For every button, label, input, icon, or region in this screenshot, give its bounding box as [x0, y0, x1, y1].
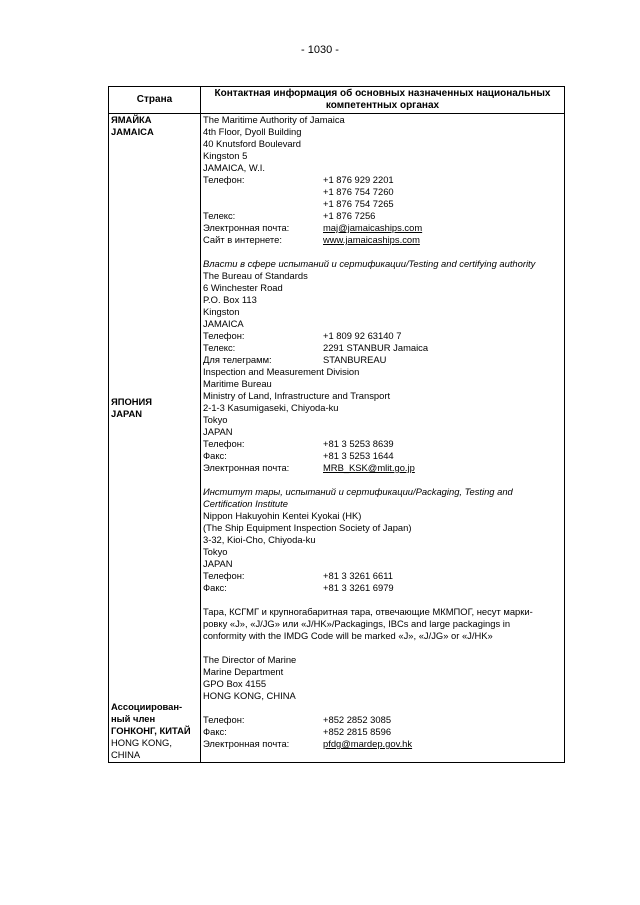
telex-row — [203, 342, 562, 354]
phone-value: +1 876 754 7260 — [323, 186, 394, 197]
telegram-value: STANBUREAU — [323, 354, 387, 365]
table-header-row — [109, 87, 565, 114]
phone-row — [203, 198, 562, 210]
fax-label: Факс: — [203, 450, 227, 461]
hongkong-contact-block — [203, 654, 562, 750]
phone-value: +1 876 754 7265 — [323, 198, 394, 209]
website-link[interactable]: www.jamaicaships.com — [323, 234, 420, 245]
country-hongkong-line: ный член — [111, 713, 156, 724]
country-hongkong-line: CHINA — [111, 749, 141, 760]
phone-value: +1 876 929 2201 — [323, 174, 394, 185]
country-japan-ru: ЯПОНИЯ — [111, 396, 153, 407]
fax-value: +81 3 5253 1644 — [323, 450, 394, 461]
email-row — [203, 462, 562, 474]
email-label: Электронная почта: — [203, 462, 290, 473]
marking-note-line: conformity with the IMDG Code will be marked «J», «J/JG» or «J/HK» — [203, 630, 493, 641]
telex-row — [203, 210, 562, 222]
address-line: Marine Department — [203, 666, 284, 677]
address-line: JAPAN — [203, 558, 233, 569]
country-jamaica-ru: ЯМАЙКА — [111, 114, 152, 125]
telegram-label: Для телеграмм: — [203, 354, 272, 365]
fax-value: +81 3 3261 6979 — [323, 582, 394, 593]
email-link[interactable]: pfdg@mardep.gov.hk — [323, 738, 413, 749]
email-link[interactable]: maj@jamaicaships.com — [323, 222, 423, 233]
marking-note-line: Тара, КСГМГ и крупногабаритная тара, отвечающие МКМПОГ, несут марки- — [203, 606, 533, 617]
address-line: 2-1-3 Kasumigaseki, Chiyoda-ku — [203, 402, 339, 413]
phone-row — [203, 174, 562, 186]
email-link[interactable]: MRB_KSK@mlit.go.jp — [323, 462, 415, 473]
web-row — [203, 234, 562, 246]
phone-label: Телефон: — [203, 714, 245, 725]
page-number: - 1030 - — [301, 44, 339, 56]
address-line: HONG KONG, CHINA — [203, 690, 296, 701]
phone-row — [203, 714, 562, 726]
phone-value: +852 2852 3085 — [323, 714, 392, 725]
address-line: Inspection and Measurement Division — [203, 366, 360, 377]
marking-note-line: ровку «J», «J/JG» или «J/HK»/Packagings, IBCs and large packagings in — [203, 618, 511, 629]
phone-value: +81 3 3261 6611 — [323, 570, 393, 581]
country-hongkong-line: ГОНКОНГ, КИТАЙ — [111, 725, 191, 736]
address-line: JAMAICA — [203, 318, 244, 329]
address-line: Tokyo — [203, 414, 228, 425]
fax-row — [203, 726, 562, 738]
address-line: The Bureau of Standards — [203, 270, 308, 281]
address-line: JAPAN — [203, 426, 233, 437]
phone-row — [203, 570, 562, 582]
fax-label: Факс: — [203, 726, 227, 737]
phone-label: Телефон: — [203, 438, 245, 449]
address-line: Kingston — [203, 306, 240, 317]
country-column — [109, 114, 201, 763]
web-label: Сайт в интернете: — [203, 234, 282, 245]
country-japan-en: JAPAN — [111, 408, 143, 419]
address-line: Ministry of Land, Infrastructure and Transport — [203, 390, 391, 401]
phone-row — [203, 330, 562, 342]
address-line: Nippon Hakuyohin Kentei Kyokai (HK) — [203, 510, 362, 521]
country-hongkong-line: Ассоциирован- — [111, 701, 183, 712]
phone-label: Телефон: — [203, 330, 245, 341]
telex-label: Телекс: — [203, 210, 236, 221]
jamaica-contact-block — [203, 114, 562, 366]
phone-label: Телефон: — [203, 174, 245, 185]
address-line: GPO Box 4155 — [203, 678, 267, 689]
japan-contact-block — [203, 366, 562, 654]
institute-heading: Институт тары, испытаний и сертификации/Packaging, Testing and — [203, 486, 513, 497]
phone-value: +1 809 92 63140 7 — [323, 330, 402, 341]
phone-row — [203, 186, 562, 198]
address-line: Kingston 5 — [203, 150, 248, 161]
fax-value: +852 2815 8596 — [323, 726, 392, 737]
contact-column — [201, 114, 565, 763]
fax-row — [203, 450, 562, 462]
email-label: Электронная почта: — [203, 222, 290, 233]
institute-heading: Certification Institute — [203, 498, 288, 509]
column-header-country: Страна — [109, 87, 201, 114]
telex-value: 2291 STANBUR Jamaica — [323, 342, 429, 353]
phone-label: Телефон: — [203, 570, 245, 581]
phone-row — [203, 438, 562, 450]
testing-authority-heading: Власти в сфере испытаний и сертификации/Testing and certifying authority — [203, 258, 536, 269]
address-line: JAMAICA, W.I. — [203, 162, 265, 173]
address-line: P.O. Box 113 — [203, 294, 257, 305]
address-line: (The Ship Equipment Inspection Society of Japan) — [203, 522, 412, 533]
column-header-contact: Контактная информация об основных назначенных национальных компетентных органах — [201, 87, 565, 114]
email-row — [203, 738, 562, 750]
telegram-row — [203, 354, 562, 366]
address-line: 4th Floor, Dyoll Building — [203, 126, 302, 137]
telex-label: Телекс: — [203, 342, 236, 353]
fax-row — [203, 582, 562, 594]
email-row — [203, 222, 562, 234]
address-line: 3-32, Kioi-Cho, Chiyoda-ku — [203, 534, 316, 545]
address-line: The Maritime Authority of Jamaica — [203, 114, 345, 125]
country-hongkong-line: HONG KONG, — [111, 737, 172, 748]
phone-value: +81 3 5253 8639 — [323, 438, 394, 449]
email-label: Электронная почта: — [203, 738, 290, 749]
address-line: 6 Winchester Road — [203, 282, 283, 293]
address-line: Maritime Bureau — [203, 378, 272, 389]
fax-label: Факс: — [203, 582, 227, 593]
address-line: Tokyo — [203, 546, 228, 557]
country-jamaica-en: JAMAICA — [111, 126, 154, 137]
address-line: The Director of Marine — [203, 654, 297, 665]
telex-value: +1 876 7256 — [323, 210, 376, 221]
table-row-countries — [109, 114, 565, 763]
address-line: 40 Knutsford Boulevard — [203, 138, 301, 149]
authorities-table — [108, 86, 565, 763]
